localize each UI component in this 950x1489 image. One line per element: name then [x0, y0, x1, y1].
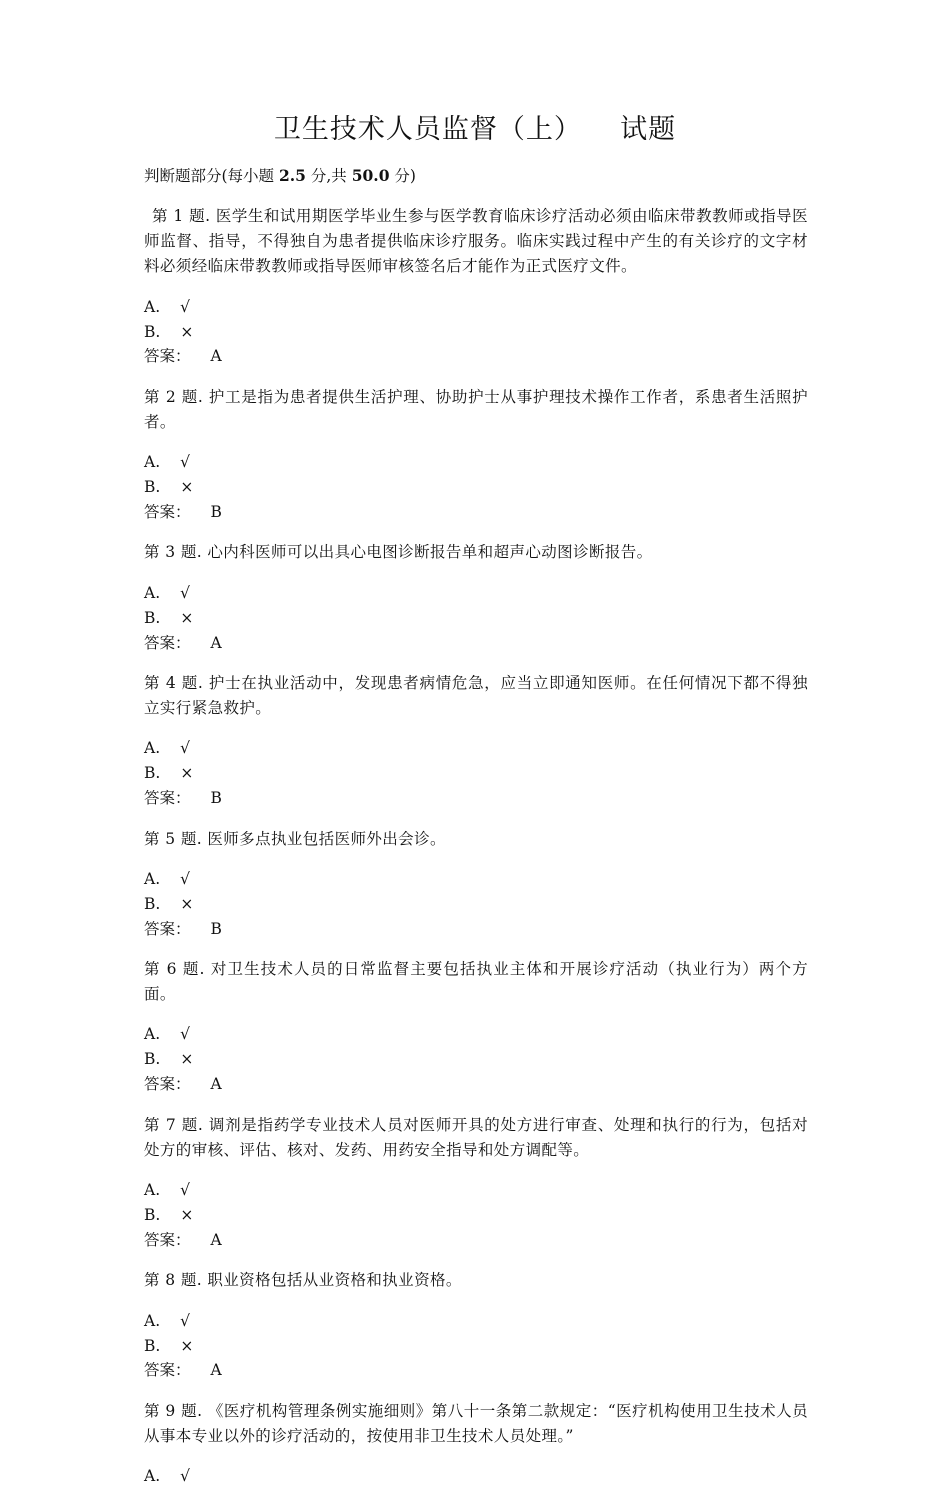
- check-mark-icon: √: [180, 1311, 191, 1330]
- option-b: [144, 320, 808, 345]
- question-body: 职业资格包括从业资格和执业资格。: [207, 1271, 462, 1290]
- answer-label: 答案：: [144, 1230, 191, 1249]
- question-number: 第 6 题.: [144, 960, 205, 979]
- answer-value: A: [210, 347, 222, 366]
- answer-value: A: [210, 1361, 222, 1380]
- option-b: [144, 892, 808, 917]
- cross-mark-icon: ×: [180, 1050, 194, 1069]
- document-title: 卫生技术人员监督（上） 试题: [273, 114, 677, 145]
- option-a-label: A.: [144, 1311, 161, 1330]
- question-number: 第 2 题.: [144, 387, 204, 406]
- document-body: [144, 164, 808, 1489]
- option-a-label: A.: [144, 583, 161, 602]
- cross-mark-icon: ×: [180, 478, 194, 497]
- answer-label: 答案：: [144, 919, 191, 938]
- question-number: 第 5 题.: [144, 829, 203, 848]
- answer-label: 答案：: [144, 1361, 191, 1380]
- cross-mark-icon: ×: [180, 764, 194, 783]
- cross-mark-icon: ×: [180, 894, 194, 913]
- answer-label: 答案：: [144, 633, 191, 652]
- option-a: [144, 1309, 808, 1334]
- question-number: 第 1 题.: [152, 207, 211, 226]
- option-a-label: A.: [144, 453, 161, 472]
- section-heading: [144, 164, 808, 189]
- option-b-label: B.: [144, 608, 161, 627]
- cross-mark-icon: ×: [180, 1336, 194, 1355]
- check-mark-icon: √: [180, 583, 191, 602]
- answer-label: 答案：: [144, 502, 191, 521]
- section-per-score: 2.5: [278, 166, 306, 185]
- option-a-label: A.: [144, 1025, 161, 1044]
- section-total-score: 50.0: [351, 166, 390, 185]
- check-mark-icon: √: [180, 297, 191, 316]
- answer-line: [144, 1358, 808, 1383]
- question-4: [144, 671, 808, 811]
- option-b-label: B.: [144, 764, 161, 783]
- option-b: [144, 1334, 808, 1359]
- option-b-label: B.: [144, 1336, 161, 1355]
- option-b: [144, 606, 808, 631]
- answer-line: [144, 344, 808, 369]
- check-mark-icon: √: [180, 739, 191, 758]
- option-a: [144, 581, 808, 606]
- question-8: [144, 1268, 808, 1383]
- section-label: 判断题部分(每小题: [144, 167, 279, 185]
- question-body: 医学生和试用期医学毕业生参与医学教育临床诊疗活动必须由临床带教教师或指导医师监督、指导，不得独自为患者提供临床诊疗服务。临床实践过程中产生的有关诊疗的文字材料必须经临床带教教师或指导医师审核签名后才能作为正式医疗文件。: [144, 207, 808, 276]
- option-a: [144, 1464, 808, 1489]
- check-mark-icon: √: [180, 453, 191, 472]
- question-text: [144, 540, 808, 565]
- answer-value: A: [210, 633, 222, 652]
- option-b: [144, 761, 808, 786]
- question-body: 护工是指为患者提供生活护理、协助护士从事护理技术操作工作者，系患者生活照护者。: [144, 387, 809, 431]
- option-a-label: A.: [144, 297, 161, 316]
- question-body: 护士在执业活动中，发现患者病情危急，应当立即通知医师。在任何情况下都不得独立实行紧急救护。: [144, 674, 809, 717]
- answer-value: A: [210, 1075, 222, 1094]
- question-number: 第 3 题.: [144, 543, 203, 562]
- question-3: [144, 540, 808, 655]
- question-text: [144, 827, 808, 852]
- answer-label: 答案：: [144, 789, 191, 808]
- answer-label: 答案：: [144, 347, 191, 366]
- question-number: 第 4 题.: [144, 674, 204, 692]
- option-b: [144, 475, 808, 500]
- cross-mark-icon: ×: [180, 322, 194, 341]
- section-end: 分): [389, 167, 416, 185]
- question-text: [144, 957, 808, 1007]
- question-body: 心内科医师可以出具心电图诊断报告单和超声心动图诊断报告。: [207, 543, 653, 562]
- answer-line: [144, 631, 808, 656]
- question-5: [144, 827, 808, 942]
- question-number: 第 9 题.: [144, 1401, 203, 1420]
- question-text: [144, 1268, 808, 1293]
- question-text: [144, 671, 808, 721]
- question-text: [144, 1399, 808, 1449]
- option-a: [144, 295, 808, 320]
- check-mark-icon: √: [180, 1467, 191, 1486]
- option-a: [144, 1178, 808, 1203]
- question-7: [144, 1113, 808, 1253]
- answer-line: [144, 1072, 808, 1097]
- question-body: 对卫生技术人员的日常监督主要包括执业主体和开展诊疗活动（执业行为）两个方面。: [144, 960, 809, 1004]
- check-mark-icon: √: [180, 1181, 191, 1199]
- question-text: [144, 204, 808, 279]
- cross-mark-icon: ×: [180, 608, 194, 627]
- answer-line: [144, 500, 808, 525]
- section-mid: 分,共: [305, 167, 352, 185]
- answer-line: [144, 786, 808, 811]
- question-number: 第 7 题.: [144, 1115, 204, 1134]
- option-a: [144, 736, 808, 761]
- question-1: [144, 204, 808, 369]
- option-a-label: A.: [144, 1181, 161, 1199]
- question-body: 《医疗机构管理条例实施细则》第八十一条第二款规定：“医疗机构使用卫生技术人员从事本专业以外的诊疗活动的，按使用非卫生技术人员处理。”: [144, 1401, 808, 1445]
- question-6: [144, 957, 808, 1097]
- question-number: 第 8 题.: [144, 1271, 203, 1290]
- option-a-label: A.: [144, 739, 161, 758]
- answer-value: B: [210, 789, 222, 808]
- option-b-label: B.: [144, 322, 161, 341]
- option-a: [144, 450, 808, 475]
- check-mark-icon: √: [180, 869, 191, 888]
- option-b-label: B.: [144, 1205, 161, 1224]
- answer-label: 答案：: [144, 1075, 191, 1094]
- check-mark-icon: √: [180, 1025, 191, 1044]
- option-b-label: B.: [144, 894, 161, 913]
- option-a-label: A.: [144, 1467, 161, 1486]
- answer-value: A: [210, 1230, 222, 1249]
- option-b-label: B.: [144, 1050, 161, 1069]
- option-b: [144, 1203, 808, 1228]
- question-body: 调剂是指药学专业技术人员对医师开具的处方进行审查、处理和执行的行为，包括对处方的审核、评估、核对、发药、用药安全指导和处方调配等。: [144, 1115, 809, 1159]
- option-a: [144, 1022, 808, 1047]
- option-a: [144, 867, 808, 892]
- option-b: [144, 1047, 808, 1072]
- question-9: [144, 1399, 808, 1489]
- answer-line: [144, 1228, 808, 1253]
- option-a-label: A.: [144, 869, 161, 888]
- question-body: 医师多点执业包括医师外出会诊。: [207, 829, 446, 848]
- answer-value: B: [210, 502, 222, 521]
- question-text: [144, 385, 808, 435]
- option-b-label: B.: [144, 478, 161, 497]
- answer-line: [144, 917, 808, 942]
- question-2: [144, 385, 808, 525]
- question-text: [144, 1113, 808, 1163]
- cross-mark-icon: ×: [180, 1205, 194, 1224]
- answer-value: B: [210, 919, 222, 938]
